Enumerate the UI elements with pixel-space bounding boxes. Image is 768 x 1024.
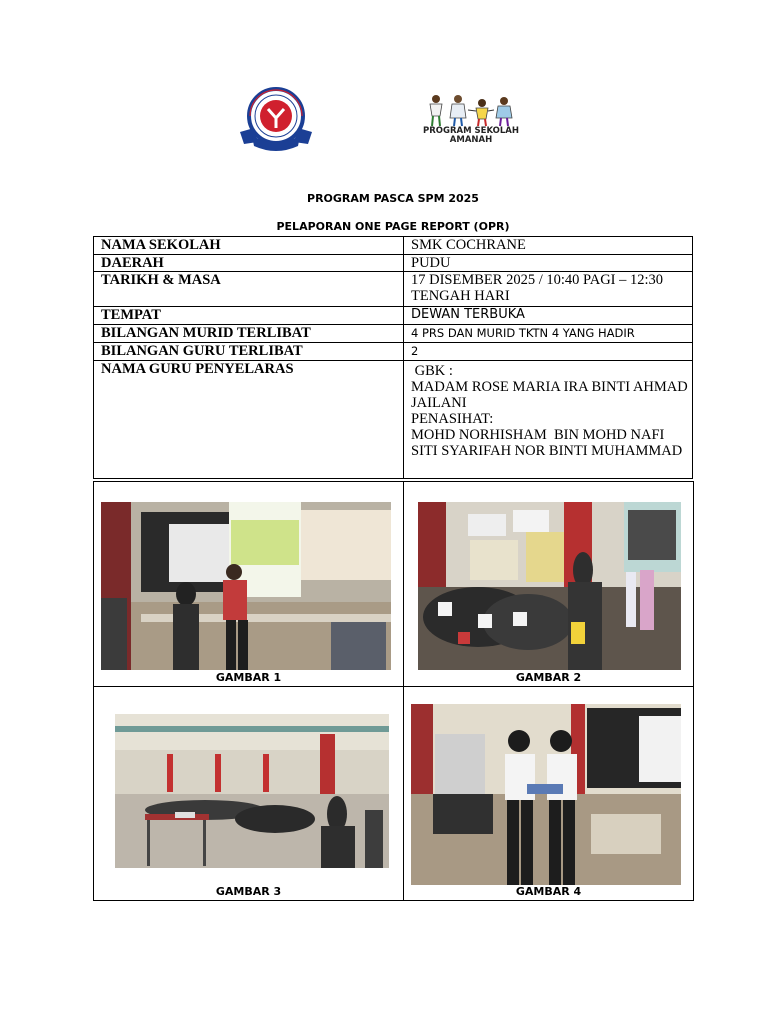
photo-row-1 [94,482,694,687]
report-subtitle: PELAPORAN ONE PAGE REPORT (OPR) [276,220,510,233]
row-tempat [94,307,693,325]
photo-2-image [418,502,681,670]
label-nama-guru: NAMA GURU PENYELARAS [94,361,404,479]
value-tarikh-masa: 17 DISEMBER 2025 / 10:40 PAGI – 12:30 TENGAH HARI [404,272,693,307]
photo-cell-4 [404,687,694,901]
value-bilangan-guru: 2 [404,343,693,361]
row-daerah [94,255,693,272]
value-daerah: PUDU [404,255,693,272]
penasihat-name-2: SITI SYARIFAH NOR BINTI MUHAMMAD [411,443,683,459]
label-tempat: TEMPAT [94,307,404,325]
value-bilangan-murid: 4 PRS DAN MURID TKTN 4 YANG HADIR [404,325,693,343]
photo-table [93,481,694,901]
photo-4-caption: GAMBAR 4 [515,885,582,898]
penasihat-label: PENASIHAT: [411,411,494,427]
label-bilangan-guru: BILANGAN GURU TERLIBAT [94,343,404,361]
row-bilangan-murid [94,325,693,343]
gbk-name: MADAM ROSE MARIA IRA BINTI AHMAD JAILANI [411,379,688,411]
report-title: PROGRAM PASCA SPM 2025 [307,192,479,205]
photo-1-image [101,502,391,670]
photo-4-image [411,704,681,885]
school-crest-icon [238,86,314,154]
program-sekolah-amanah-logo [416,94,526,150]
report-info-table [93,236,693,479]
photo-row-2 [94,687,694,901]
program-logo-text: PROGRAM SEKOLAH AMANAH [423,126,519,145]
photo-cell-1 [94,482,404,687]
row-nama-guru [94,361,693,479]
photo-cell-3 [94,687,404,901]
photo-2-caption: GAMBAR 2 [515,671,582,684]
value-nama-guru [404,361,693,479]
row-tarikh-masa [94,272,693,307]
label-bilangan-murid: BILANGAN MURID TERLIBAT [94,325,404,343]
gbk-label: GBK : [411,363,453,379]
penasihat-name-1: MOHD NORHISHAM BIN MOHD NAFI [411,427,665,443]
children-figures-icon [424,94,518,128]
label-tarikh-masa: TARIKH & MASA [94,272,404,307]
label-nama-sekolah: NAMA SEKOLAH [94,237,404,255]
row-nama-sekolah [94,237,693,255]
value-nama-sekolah: SMK COCHRANE [404,237,693,255]
value-tempat: DEWAN TERBUKA [404,307,693,325]
photo-1-caption: GAMBAR 1 [215,671,282,684]
row-bilangan-guru [94,343,693,361]
label-daerah: DAERAH [94,255,404,272]
photo-cell-2 [404,482,694,687]
photo-3-caption: GAMBAR 3 [215,885,282,898]
photo-3-image [115,714,389,868]
